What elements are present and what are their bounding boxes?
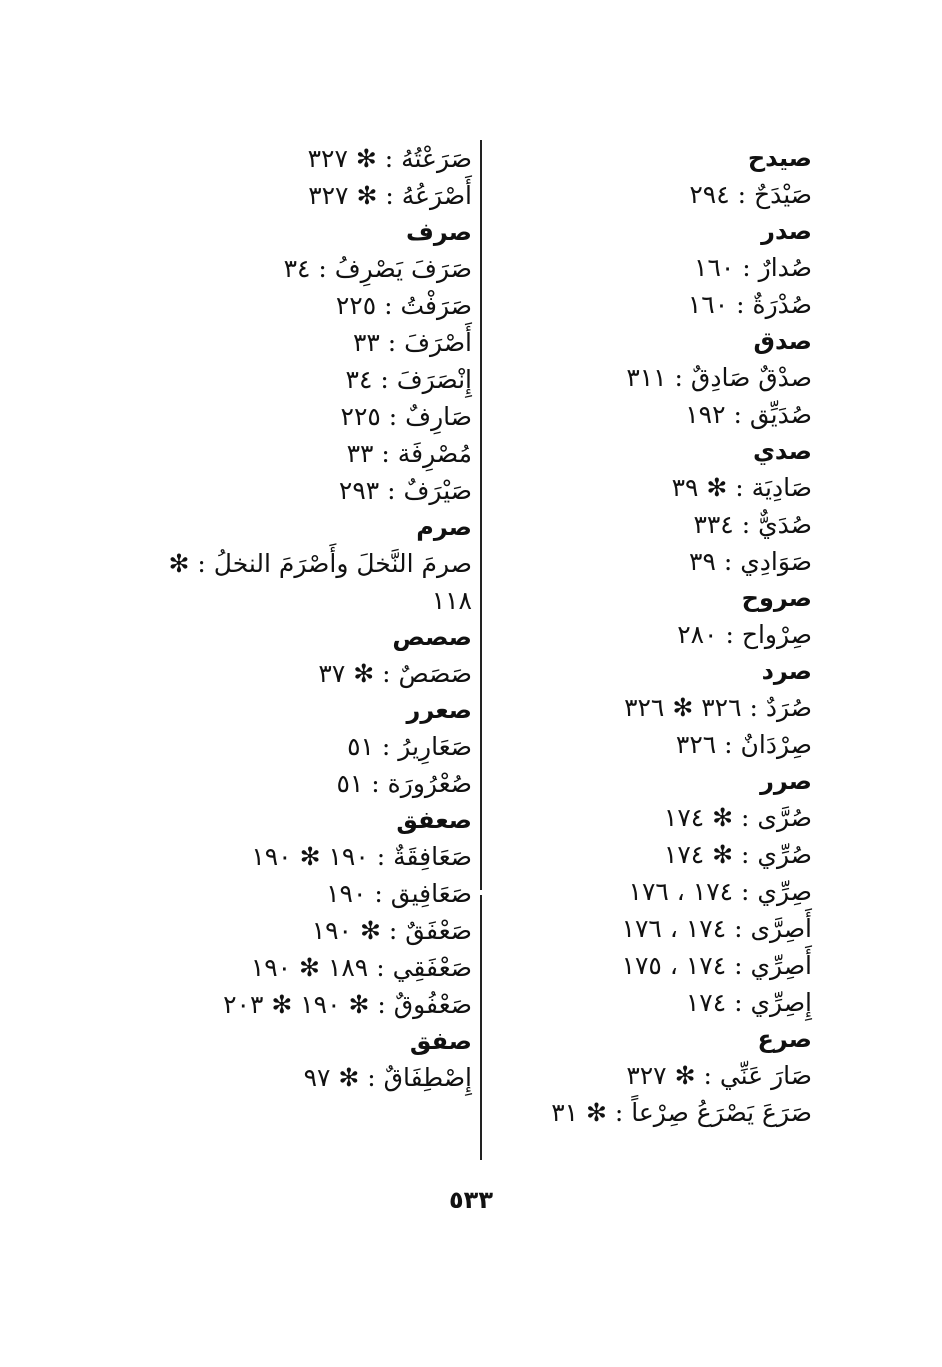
index-entry: صُدَيِّق : ١٩٢ bbox=[685, 400, 812, 429]
index-entry: صَيْرَفٌ : ٢٩٣ bbox=[338, 476, 472, 505]
root-heading: صرد bbox=[761, 657, 812, 685]
right-column bbox=[482, 140, 812, 1131]
root-heading: صيدح bbox=[747, 144, 812, 172]
index-entry: صَعَارِيرُ : ٥١ bbox=[347, 732, 472, 761]
index-entry: مُصْرِفَة : ٣٣ bbox=[346, 439, 472, 468]
root-heading: صدي bbox=[752, 437, 812, 465]
index-entry: صَعْفَقٌ : ✻ ١٩٠ bbox=[311, 916, 472, 945]
index-entry: صَارَ عَنِّي : ✻ ٣٢٧ bbox=[626, 1061, 812, 1090]
root-heading: صفق bbox=[409, 1027, 472, 1055]
index-entry: صَصَصٌ : ✻ ٣٧ bbox=[318, 659, 472, 688]
index-entry: صَادِيَة : ✻ ٣٩ bbox=[671, 473, 812, 502]
index-entry: صَرَعْتُهُ : ✻ ٣٢٧ bbox=[307, 144, 472, 173]
root-heading: صدق bbox=[753, 327, 812, 355]
root-heading: صروح bbox=[741, 584, 812, 612]
root-heading: صعفق bbox=[396, 806, 472, 834]
index-entry: صُرِّي : ✻ ١٧٤ bbox=[663, 840, 812, 869]
index-entry: صَوَادِي : ٣٩ bbox=[689, 547, 812, 576]
index-entry: صَيْدَحٌ : ٢٩٤ bbox=[689, 180, 812, 209]
index-entry: صُدْرَةٌ : ١٦٠ bbox=[687, 290, 812, 319]
index-entry: صَارِفٌ : ٢٢٥ bbox=[340, 402, 472, 431]
index-entry: صَعَافِيق : ١٩٠ bbox=[326, 879, 472, 908]
index-entry: صِرْدَانٌ : ٣٢٦ bbox=[675, 730, 812, 759]
index-entry: صَرَفَ يَصْرِفُ : ٣٤ bbox=[283, 254, 472, 283]
page-number: ٥٣٣ bbox=[449, 1186, 493, 1214]
index-entry: صَعَافِقَةٌ : ١٩٠ ✻ ١٩٠ bbox=[251, 842, 472, 871]
index-entry: أَصْرَفَ : ٣٣ bbox=[352, 328, 472, 357]
root-heading: صعرر bbox=[406, 696, 472, 724]
index-entry: صِرِّي : ١٧٤ ، ١٧٦ bbox=[628, 877, 812, 906]
index-entry: صُرَّى : ✻ ١٧٤ bbox=[663, 803, 812, 832]
column-divider-upper bbox=[480, 140, 482, 890]
index-entry: صُدَيٌّ : ٣٣٤ bbox=[693, 510, 812, 539]
root-heading: صصص bbox=[392, 623, 472, 651]
root-heading: صدر bbox=[761, 217, 812, 245]
left-column bbox=[132, 140, 472, 1096]
index-entry: أَصْرَعُهُ : ✻ ٣٢٧ bbox=[308, 181, 472, 210]
index-entry: صُرَدٌ : ٣٢٦ ✻ ٣٢٦ bbox=[624, 693, 812, 722]
column-divider-lower bbox=[480, 895, 482, 1160]
root-heading: صرف bbox=[406, 218, 472, 246]
root-heading: صرع bbox=[757, 1025, 812, 1053]
index-entry: صَرَعَ يَصْرَعُ صِرْعاً : ✻ ٣١ bbox=[551, 1098, 812, 1127]
root-heading: صرم bbox=[416, 513, 472, 541]
index-entry: إِنْصَرَفَ : ٣٤ bbox=[345, 365, 472, 394]
index-entry: صَعْفُوقٌ : ✻ ١٩٠ ✻ ٢٠٣ bbox=[223, 990, 472, 1019]
index-entry: صَعْفَقِي : ١٨٩ ✻ ١٩٠ bbox=[250, 953, 472, 982]
index-entry: أَصِرِّي : ١٧٤ ، ١٧٥ bbox=[621, 951, 812, 980]
index-entry: صِرْواح : ٢٨٠ bbox=[677, 620, 812, 649]
index-entry: صرمَ النَّخلَ وأَصْرَمَ النخلُ : ✻ ١١٨ bbox=[168, 549, 472, 615]
index-entry: إِصِرِّي : ١٧٤ bbox=[685, 988, 812, 1017]
index-entry: صدْقٌ صَادِقٌ : ٣١١ bbox=[626, 363, 812, 392]
index-entry: أَصِرَّى : ١٧٤ ، ١٧٦ bbox=[621, 914, 812, 943]
root-heading: صرر bbox=[760, 767, 812, 795]
index-entry: صُعْرُورَة : ٥١ bbox=[336, 769, 472, 798]
index-entry: إِصْطِفَاقٌ : ✻ ٩٧ bbox=[303, 1063, 472, 1092]
index-entry: صُدارٌ : ١٦٠ bbox=[694, 253, 812, 282]
index-entry: صَرَفْتُ : ٢٢٥ bbox=[335, 291, 472, 320]
